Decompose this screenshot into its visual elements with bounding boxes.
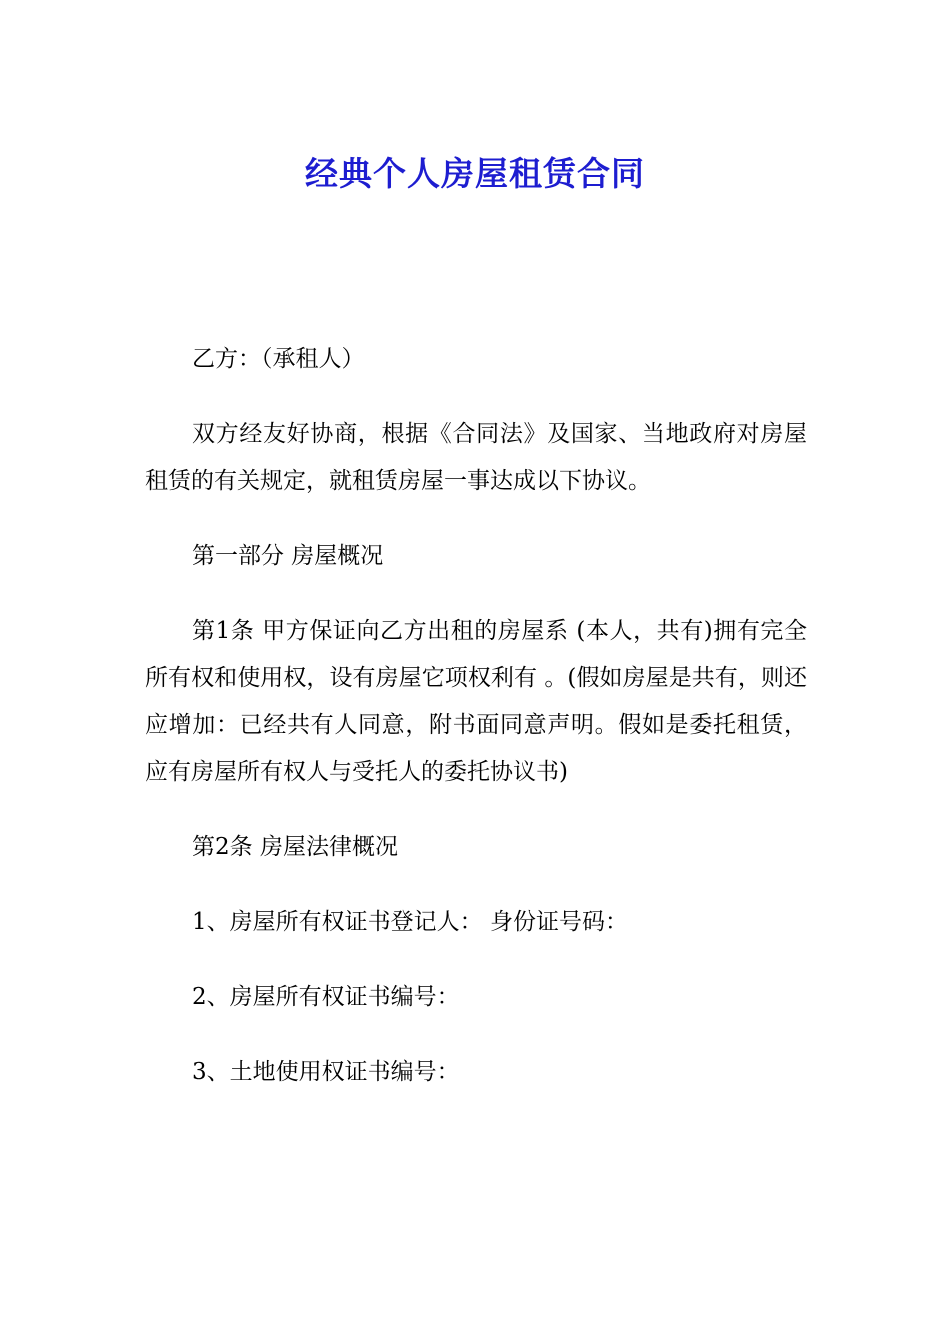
document-title: 经典个人房屋租赁合同 <box>305 154 645 194</box>
list-item: 1、房屋所有权证书登记人： 身份证号码： <box>192 909 628 935</box>
article-1-paragraph: 第1条 甲方保证向乙方出租的房屋系 (本人，共有)拥有完全所有权和使用权，设有房屋它项权利有 。(假如房屋是共有，则还应增加：已经共有人同意，附书面同意声明。假如是委托租赁，应有房屋所有权人与受托人的委托协议书) <box>145 618 807 785</box>
party-b-line: 乙方：（承租人） <box>192 346 365 372</box>
document-body <box>145 336 807 1124</box>
article-2-heading: 第2条 房屋法律概况 <box>192 834 398 860</box>
part-one-heading: 第一部分 房屋概况 <box>192 543 384 569</box>
preamble-paragraph: 双方经友好协商，根据《合同法》及国家、当地政府对房屋租赁的有关规定，就租赁房屋一事达成以下协议。 <box>145 421 807 494</box>
list-item: 3、土地使用权证书编号： <box>192 1059 460 1085</box>
list-item: 2、房屋所有权证书编号： <box>192 984 460 1010</box>
